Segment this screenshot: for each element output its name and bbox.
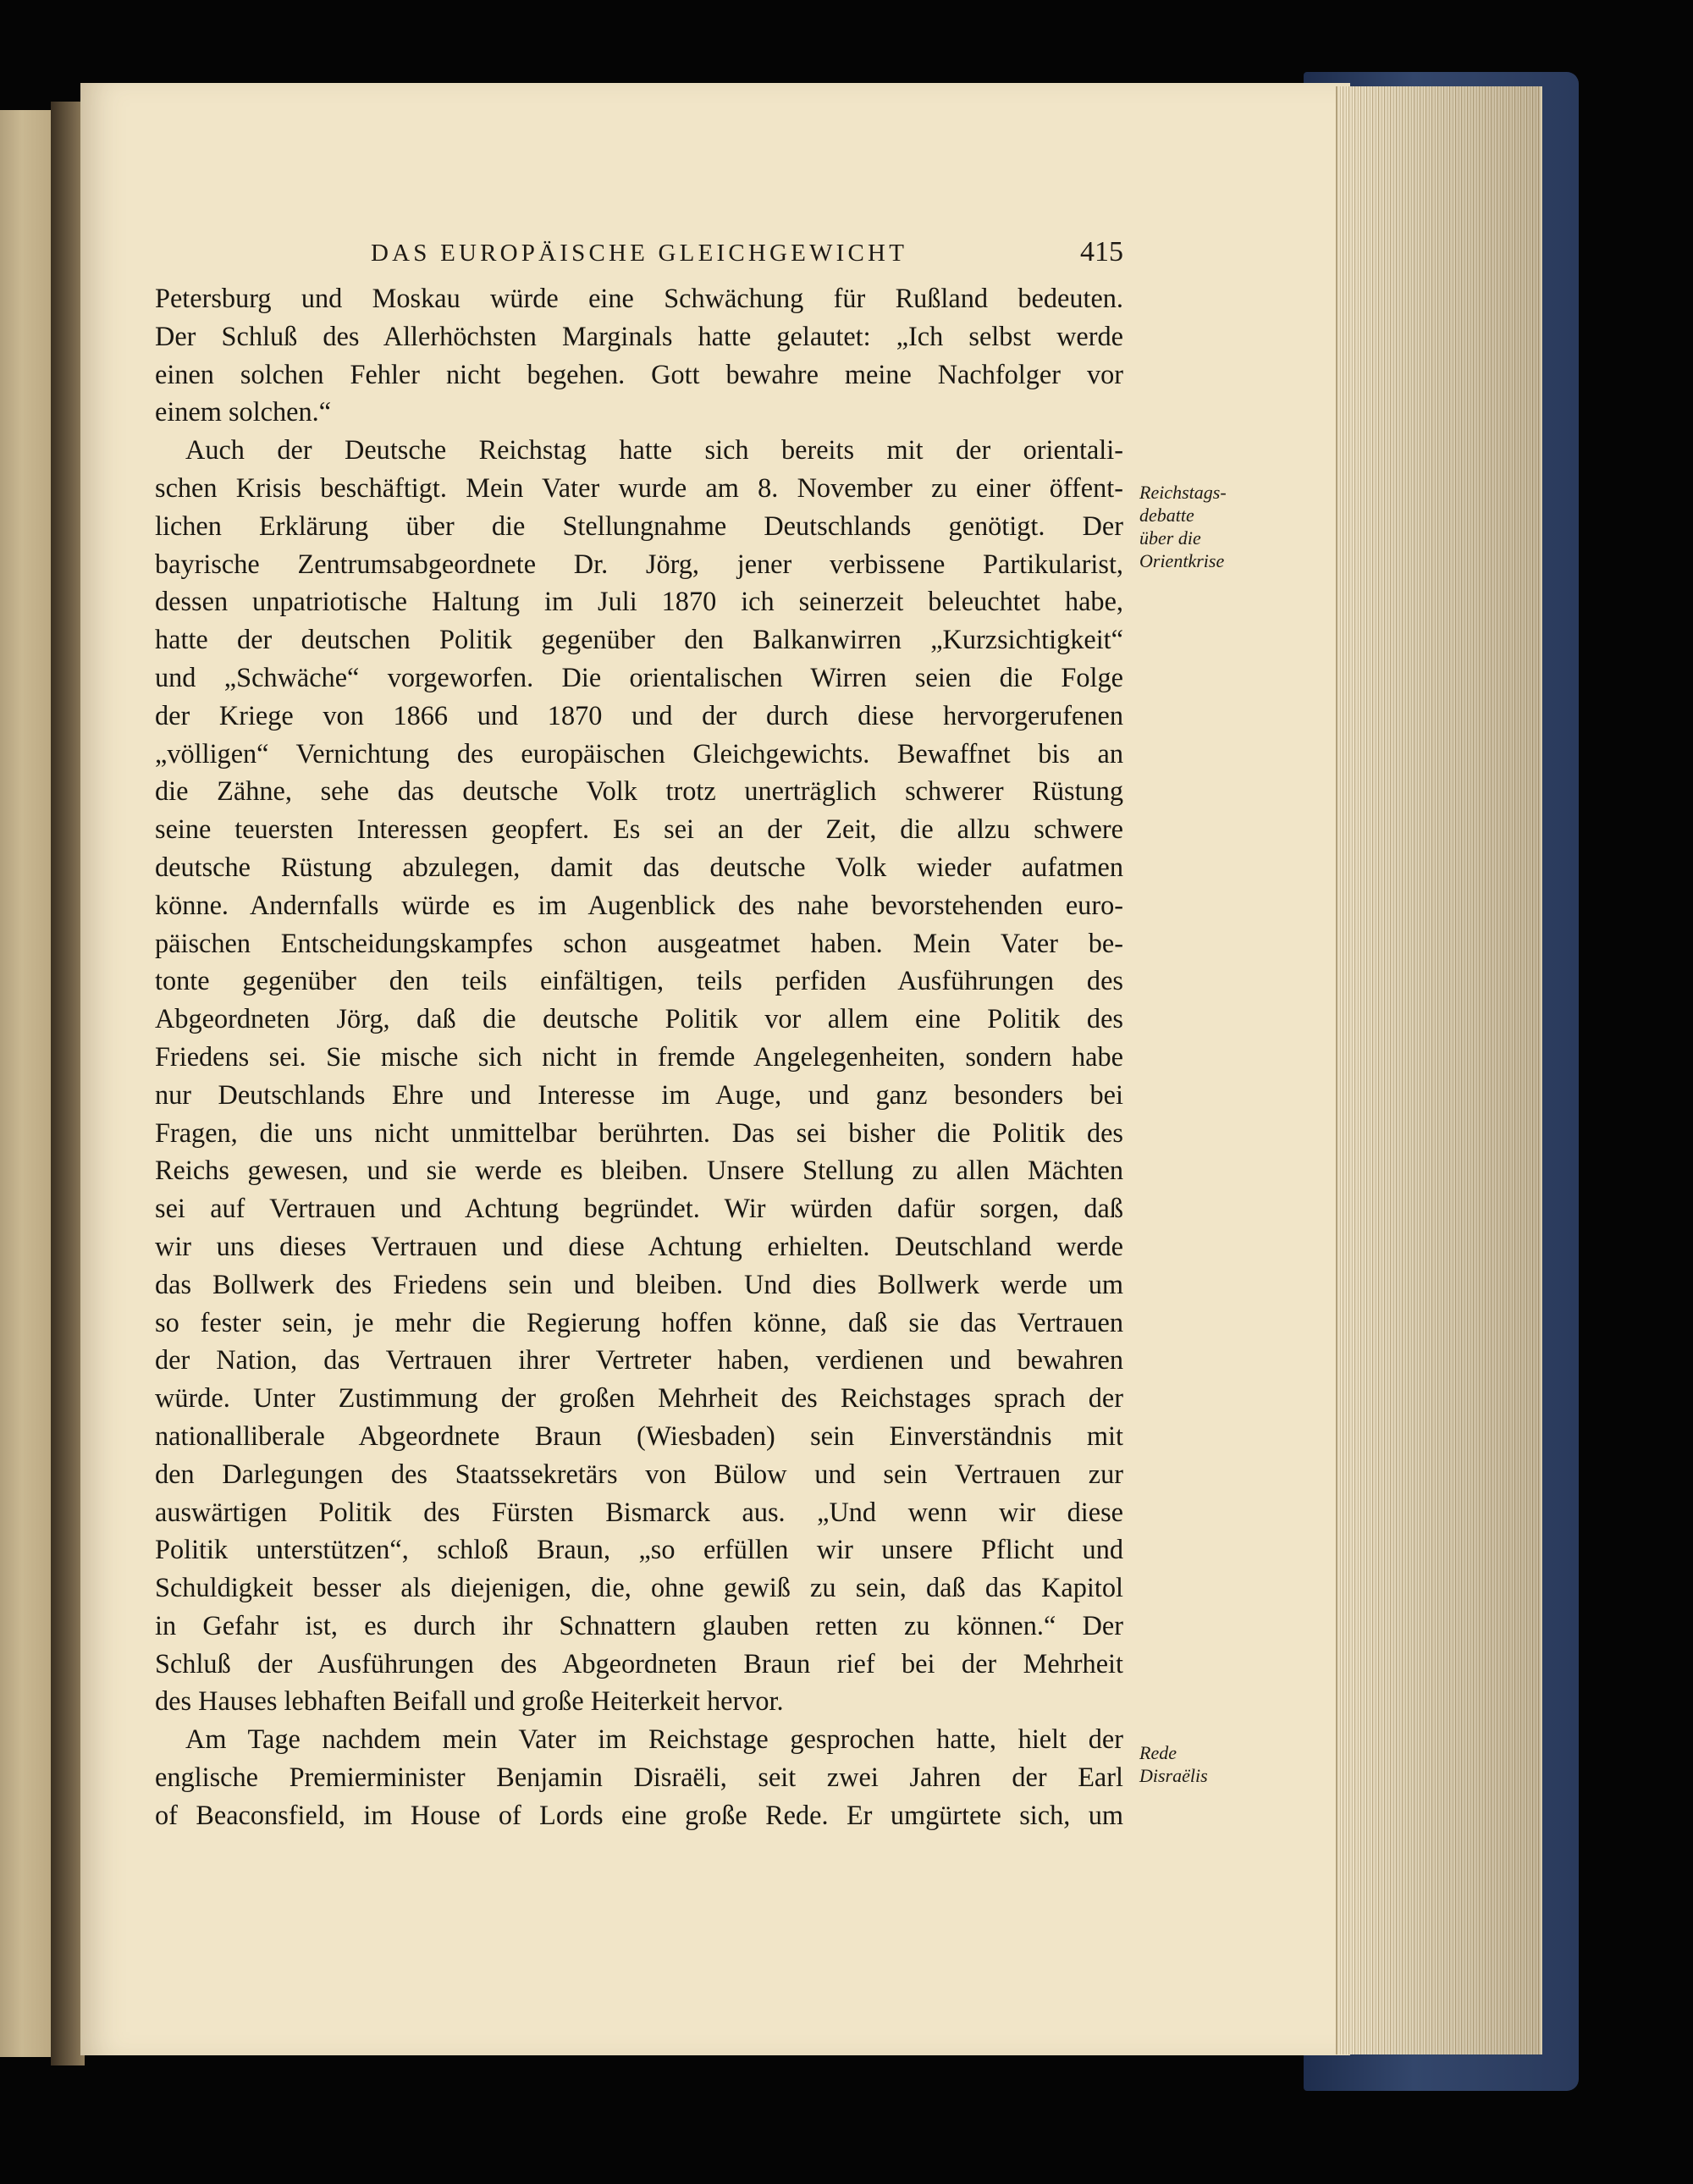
text-line: Abgeordneten Jörg, daß die deutsche Politik vor allem eine Politik des (155, 1003, 1123, 1034)
text-line: den Darlegungen des Staatssekretärs von Bülow und sein Vertrauen zur (155, 1458, 1123, 1489)
text-line: tonte gegenüber den teils einfältigen, teils perfiden Ausführungen des (155, 965, 1123, 996)
running-head (155, 236, 1123, 273)
text-line: Am Tage nachdem mein Vater im Reichstage gesprochen hatte, hielt der (185, 1723, 1123, 1755)
text-line: seine teuersten Interessen geopfert. Es sei an der Zeit, die allzu schwere (155, 813, 1123, 845)
text-line: einem solchen.“ (155, 396, 332, 427)
text-line: und „Schwäche“ vorgeworfen. Die orientalischen Wirren seien die Folge (155, 661, 1123, 692)
text-line: der Nation, das Vertrauen ihrer Vertreter haben, verdienen und bewahren (155, 1344, 1123, 1376)
margin-note-line: Orientkrise (1139, 550, 1225, 571)
margin-note-reichstag (1139, 481, 1227, 572)
text-line: Auch der Deutsche Reichstag hatte sich bereits mit der orientali- (185, 434, 1123, 466)
text-line: dessen unpatriotische Haltung im Juli 1870 ich seinerzeit beleuchtet habe, (155, 586, 1123, 617)
text-line: Friedens sei. Sie mische sich nicht in fremde Angelegenheiten, sondern habe (155, 1040, 1123, 1072)
running-title: DAS EUROPÄISCHE GLEICHGEWICHT (371, 240, 908, 267)
text-line: Petersburg und Moskau würde eine Schwächung für Rußland bedeuten. (155, 283, 1123, 313)
margin-note-line: über die (1139, 527, 1201, 549)
text-line: Fragen, die uns nicht unmittelbar berührten. Das sei bisher die Politik des (155, 1117, 1123, 1148)
text-line: in Gefahr ist, es durch ihr Schnattern glauben retten zu können.“ Der (155, 1609, 1123, 1641)
text-line: Reichs gewesen, und sie werde es bleiben. Unsere Stellung zu allen Mächten (155, 1155, 1123, 1186)
text-line: Schuldigkeit besser als diejenigen, die, ohne gewiß zu sein, daß das Kapitol (155, 1572, 1123, 1603)
text-line: des Hauses lebhaften Beifall und große Heiterkeit hervor. (155, 1685, 784, 1717)
text-line: deutsche Rüstung abzulegen, damit das deutsche Volk wieder aufatmen (155, 851, 1123, 882)
text-line: englische Premierminister Benjamin Disraëli, seit zwei Jahren der Earl (155, 1762, 1123, 1793)
margin-note-line: Disraëlis (1139, 1765, 1208, 1786)
book-gutter (51, 102, 85, 2065)
text-line: wir uns dieses Vertrauen und diese Achtung erhielten. Deutschland werde (155, 1230, 1123, 1261)
text-line: Der Schluß des Allerhöchsten Marginals hatte gelautet: „Ich selbst werde (155, 320, 1123, 351)
text-line: das Bollwerk des Friedens sein und bleiben. Und dies Bollwerk werde um (155, 1268, 1123, 1299)
text-line: so fester sein, je mehr die Regierung hoffen könne, daß sie das Vertrauen (155, 1306, 1123, 1337)
text-line: die Zähne, sehe das deutsche Volk trotz unerträglich schwerer Rüstung (155, 775, 1123, 807)
margin-note-line: Reichstags- (1139, 482, 1227, 503)
text-line: nur Deutschlands Ehre und Interesse im Auge, und ganz besonders bei (155, 1078, 1123, 1110)
text-line: Schluß der Ausführungen des Abgeordneten Braun rief bei der Mehrheit (155, 1647, 1123, 1679)
text-line: Politik unterstützen“, schloß Braun, „so erfüllen wir unsere Pflicht und (155, 1534, 1123, 1565)
text-line: „völligen“ Vernichtung des europäischen Gleichgewichts. Bewaffnet bis an (155, 737, 1123, 769)
text-line: bayrische Zentrumsabgeordnete Dr. Jörg, jener verbissene Partikularist, (155, 548, 1123, 579)
text-line: päischen Entscheidungskampfes schon ausgeatmet haben. Mein Vater be- (155, 927, 1123, 958)
text-line: hatte der deutschen Politik gegenüber den Balkanwirren „Kurzsichtigkeit“ (155, 624, 1123, 655)
text-line: nationalliberale Abgeordnete Braun (Wiesbaden) sein Einverständnis mit (155, 1420, 1123, 1451)
page-number: 415 (1080, 236, 1123, 267)
text-line: würde. Unter Zustimmung der großen Mehrheit des Reichstages sprach der (155, 1382, 1123, 1414)
margin-note-line: debatte (1139, 505, 1194, 526)
margin-note-disraeli (1139, 1741, 1208, 1787)
text-line: schen Krisis beschäftigt. Mein Vater wurde am 8. November zu einer öffent- (155, 472, 1123, 503)
text-line: könne. Andernfalls würde es im Augenblick des nahe bevorstehenden euro- (155, 889, 1123, 920)
text-line: einen solchen Fehler nicht begehen. Gott bewahre meine Nachfolger vor (155, 358, 1123, 389)
text-line: auswärtigen Politik des Fürsten Bismarck aus. „Und wenn wir diese (155, 1496, 1123, 1527)
text-line: sei auf Vertrauen und Achtung begründet. Wir würden dafür sorgen, daß (155, 1193, 1123, 1224)
text-line: of Beaconsfield, im House of Lords eine große Rede. Er umgürtete sich, um (155, 1799, 1123, 1830)
text-line: lichen Erklärung über die Stellungnahme Deutschlands genötigt. Der (155, 510, 1123, 541)
body-text (155, 279, 1123, 1834)
page-stack-shadow (1336, 86, 1541, 2054)
text-line: der Kriege von 1866 und 1870 und der durch diese hervorgerufenen (155, 699, 1123, 731)
margin-note-line: Rede (1139, 1742, 1177, 1763)
